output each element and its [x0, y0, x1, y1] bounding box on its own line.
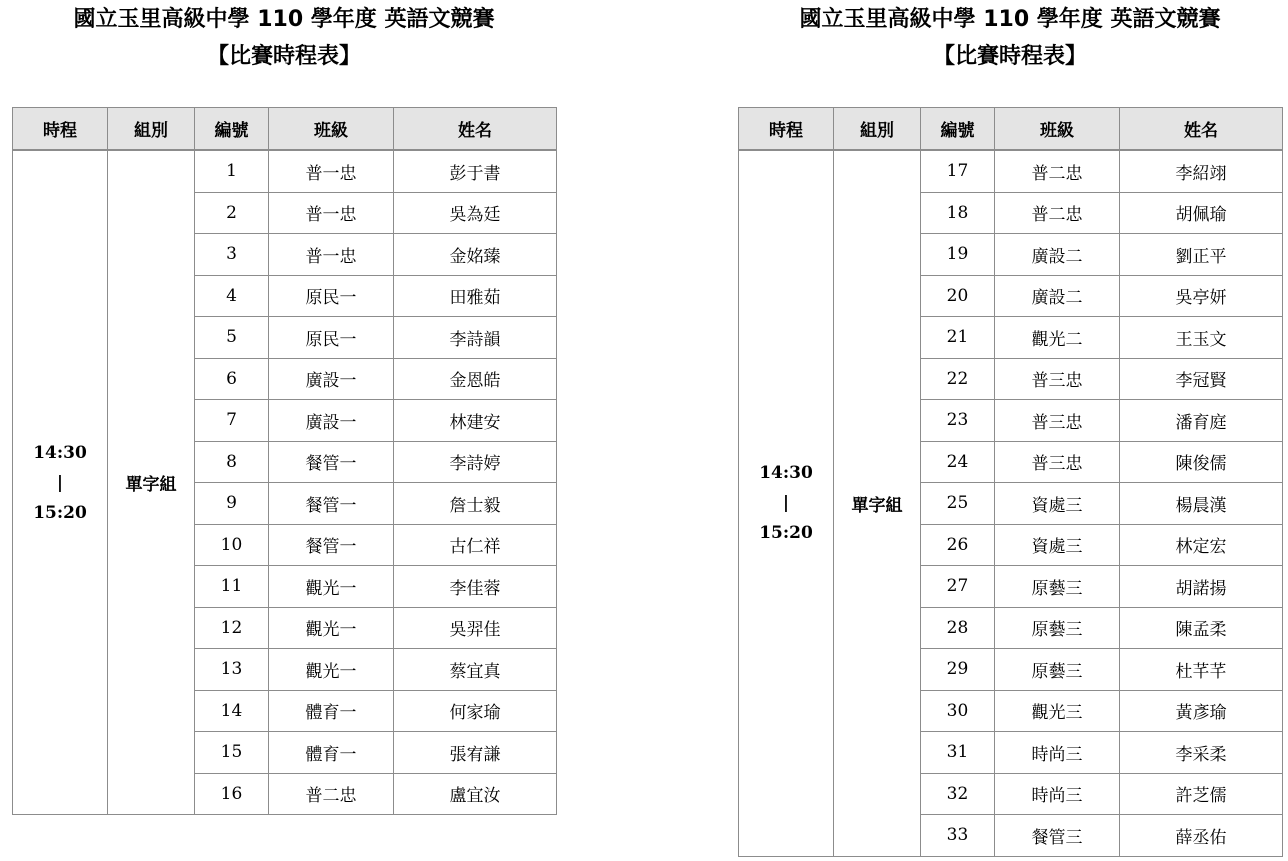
class-cell: 觀光三 — [995, 690, 1120, 732]
class-cell: 餐管一 — [269, 483, 394, 525]
student-name-cell: 李佳蓉 — [394, 566, 557, 608]
student-name-cell: 陳俊儒 — [1120, 441, 1283, 483]
number-cell: 15 — [195, 732, 269, 774]
header-name: 姓名 — [1120, 108, 1283, 151]
number-cell: 21 — [921, 317, 995, 359]
number-cell: 18 — [921, 192, 995, 234]
student-name-cell: 吳羿佳 — [394, 607, 557, 649]
student-name-cell: 吳為廷 — [394, 192, 557, 234]
number-cell: 30 — [921, 690, 995, 732]
number-cell: 7 — [195, 400, 269, 442]
number-cell: 26 — [921, 524, 995, 566]
number-cell: 28 — [921, 607, 995, 649]
table-row — [13, 150, 557, 192]
number-cell: 13 — [195, 649, 269, 691]
class-cell: 觀光二 — [995, 317, 1120, 359]
student-name-cell: 杜芊芊 — [1120, 649, 1283, 691]
class-cell: 普三忠 — [995, 400, 1120, 442]
header-group: 組別 — [834, 108, 921, 151]
student-name-cell: 何家瑜 — [394, 690, 557, 732]
number-cell: 31 — [921, 732, 995, 774]
number-cell: 3 — [195, 234, 269, 276]
student-name-cell: 彭于書 — [394, 150, 557, 192]
student-name-cell: 張宥謙 — [394, 732, 557, 774]
time-sep: | — [56, 472, 64, 493]
class-cell: 廣設二 — [995, 275, 1120, 317]
header-time: 時程 — [13, 108, 108, 151]
class-cell: 普二忠 — [269, 773, 394, 815]
number-cell: 20 — [921, 275, 995, 317]
header-row — [739, 108, 1283, 151]
number-cell: 16 — [195, 773, 269, 815]
class-cell: 觀光一 — [269, 566, 394, 608]
schedule-table — [738, 107, 1283, 857]
schedule-table — [12, 107, 557, 815]
number-cell: 29 — [921, 649, 995, 691]
class-cell: 廣設一 — [269, 358, 394, 400]
class-cell: 原藝三 — [995, 607, 1120, 649]
class-cell: 時尚三 — [995, 773, 1120, 815]
sheet-subtitle: 【比賽時程表】 — [206, 44, 361, 69]
class-cell: 普一忠 — [269, 192, 394, 234]
number-cell: 14 — [195, 690, 269, 732]
student-name-cell: 李詩婷 — [394, 441, 557, 483]
student-name-cell: 田雅茹 — [394, 275, 557, 317]
number-cell: 5 — [195, 317, 269, 359]
student-name-cell: 金恩皓 — [394, 358, 557, 400]
number-cell: 24 — [921, 441, 995, 483]
number-cell: 23 — [921, 400, 995, 442]
class-cell: 原藝三 — [995, 566, 1120, 608]
sheet-subtitle: 【比賽時程表】 — [932, 44, 1087, 69]
student-name-cell: 李冠賢 — [1120, 358, 1283, 400]
time-end: 15:20 — [33, 502, 87, 523]
class-cell: 體育一 — [269, 732, 394, 774]
time-start: 14:30 — [759, 463, 813, 484]
student-name-cell: 盧宜汝 — [394, 773, 557, 815]
number-cell: 8 — [195, 441, 269, 483]
group-cell: 單字組 — [108, 150, 195, 815]
student-name-cell: 陳孟柔 — [1120, 607, 1283, 649]
class-cell: 廣設二 — [995, 234, 1120, 276]
header-number: 編號 — [921, 108, 995, 151]
student-name-cell: 李詩韻 — [394, 317, 557, 359]
class-cell: 餐管一 — [269, 524, 394, 566]
student-name-cell: 詹士毅 — [394, 483, 557, 525]
student-name-cell: 胡諾揚 — [1120, 566, 1283, 608]
student-name-cell: 許芝儒 — [1120, 773, 1283, 815]
class-cell: 普一忠 — [269, 150, 394, 192]
number-cell: 1 — [195, 150, 269, 192]
class-cell: 餐管一 — [269, 441, 394, 483]
student-name-cell: 劉正平 — [1120, 234, 1283, 276]
class-cell: 普二忠 — [995, 150, 1120, 192]
student-name-cell: 胡佩瑜 — [1120, 192, 1283, 234]
class-cell: 普三忠 — [995, 441, 1120, 483]
student-name-cell: 潘育庭 — [1120, 400, 1283, 442]
table-row — [739, 150, 1283, 192]
number-cell: 11 — [195, 566, 269, 608]
class-cell: 原民一 — [269, 317, 394, 359]
header-time: 時程 — [739, 108, 834, 151]
time-sep: | — [782, 493, 790, 514]
time-slot-cell — [13, 150, 108, 815]
student-name-cell: 楊晨漢 — [1120, 483, 1283, 525]
class-cell: 原民一 — [269, 275, 394, 317]
student-name-cell: 吳亭妍 — [1120, 275, 1283, 317]
class-cell: 時尚三 — [995, 732, 1120, 774]
class-cell: 普一忠 — [269, 234, 394, 276]
number-cell: 33 — [921, 815, 995, 857]
class-cell: 體育一 — [269, 690, 394, 732]
sheet-title: 國立玉里高級中學 110 學年度 英語文競賽 — [73, 7, 495, 32]
number-cell: 10 — [195, 524, 269, 566]
number-cell: 25 — [921, 483, 995, 525]
class-cell: 資處三 — [995, 524, 1120, 566]
time-end: 15:20 — [759, 523, 813, 544]
class-cell: 餐管三 — [995, 815, 1120, 857]
number-cell: 17 — [921, 150, 995, 192]
class-cell: 普二忠 — [995, 192, 1120, 234]
student-name-cell: 林建安 — [394, 400, 557, 442]
time-start: 14:30 — [33, 442, 87, 463]
student-name-cell: 金姳臻 — [394, 234, 557, 276]
number-cell: 9 — [195, 483, 269, 525]
student-name-cell: 古仁祥 — [394, 524, 557, 566]
header-class: 班級 — [269, 108, 394, 151]
header-class: 班級 — [995, 108, 1120, 151]
class-cell: 觀光一 — [269, 649, 394, 691]
header-name: 姓名 — [394, 108, 557, 151]
number-cell: 2 — [195, 192, 269, 234]
student-name-cell: 黃彥瑜 — [1120, 690, 1283, 732]
number-cell: 4 — [195, 275, 269, 317]
class-cell: 觀光一 — [269, 607, 394, 649]
student-name-cell: 李采柔 — [1120, 732, 1283, 774]
student-name-cell: 蔡宜真 — [394, 649, 557, 691]
student-name-cell: 薛丞佑 — [1120, 815, 1283, 857]
time-slot-cell — [739, 150, 834, 856]
group-cell: 單字組 — [834, 150, 921, 856]
class-cell: 普三忠 — [995, 358, 1120, 400]
sheet-title: 國立玉里高級中學 110 學年度 英語文競賽 — [799, 7, 1221, 32]
number-cell: 19 — [921, 234, 995, 276]
number-cell: 22 — [921, 358, 995, 400]
number-cell: 6 — [195, 358, 269, 400]
class-cell: 資處三 — [995, 483, 1120, 525]
student-name-cell: 王玉文 — [1120, 317, 1283, 359]
number-cell: 12 — [195, 607, 269, 649]
class-cell: 原藝三 — [995, 649, 1120, 691]
student-name-cell: 林定宏 — [1120, 524, 1283, 566]
class-cell: 廣設一 — [269, 400, 394, 442]
number-cell: 32 — [921, 773, 995, 815]
number-cell: 27 — [921, 566, 995, 608]
header-row — [13, 108, 557, 151]
header-number: 編號 — [195, 108, 269, 151]
header-group: 組別 — [108, 108, 195, 151]
student-name-cell: 李紹翊 — [1120, 150, 1283, 192]
